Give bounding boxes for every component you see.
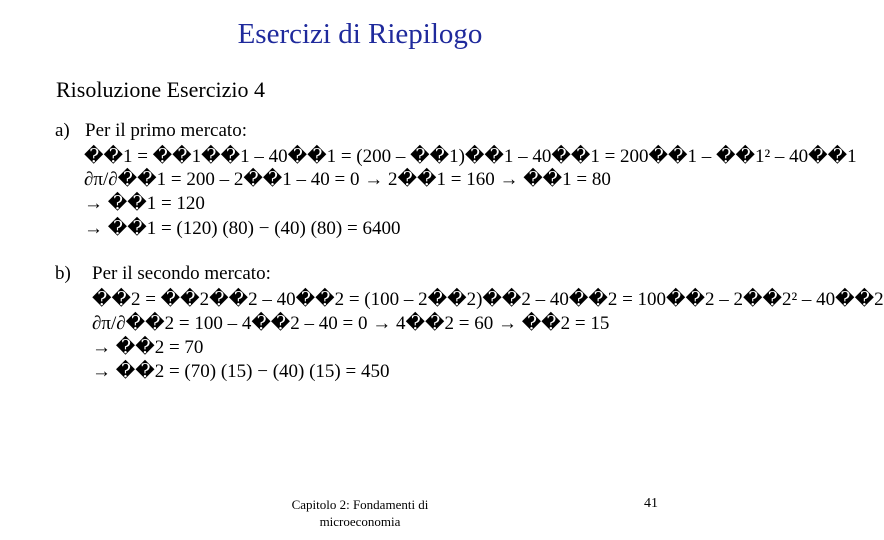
part-a-profit-result: → ��1 = (120) (80) − (40) (80) = 6400 [84, 218, 401, 239]
part-b-price-result: → ��2 = 70 [92, 337, 204, 358]
part-a-label: a) [55, 120, 70, 141]
part-b-profit-result: → ��2 = (70) (15) − (40) (15) = 450 [92, 361, 390, 382]
exercise-subtitle: Risoluzione Esercizio 4 [56, 77, 265, 102]
part-b-heading: Per il secondo mercato: [92, 263, 271, 284]
part-b-derivative-equation: ∂π/∂��2 = 100 – 4��2 – 40 = 0 → 4��2 = 60 → ��2 = 15 [92, 313, 610, 334]
part-a-heading: Per il primo mercato: [85, 120, 247, 141]
part-b-label: b) [55, 263, 71, 284]
page-number: 41 [644, 496, 658, 511]
slide-title: Esercizi di Riepilogo [237, 18, 483, 50]
part-a-price-result: → ��1 = 120 [84, 193, 205, 214]
part-b-profit-equation: ��2 = ��2��2 – 40��2 = (100 – 2��2)��2 – 40��2 = 100��2 – 2��2² – 40��2 [92, 289, 884, 310]
part-a-derivative-equation: ∂π/∂��1 = 200 – 2��1 – 40 = 0 → 2��1 = 160 → ��1 = 80 [84, 169, 611, 190]
footer-chapter-title: Capitolo 2: Fondamenti di microeconomia [291, 497, 429, 529]
part-a-profit-equation: ��1 = ��1��1 – 40��1 = (200 – ��1)��1 – 40��1 = 200��1 – ��1² – 40��1 [84, 146, 857, 167]
